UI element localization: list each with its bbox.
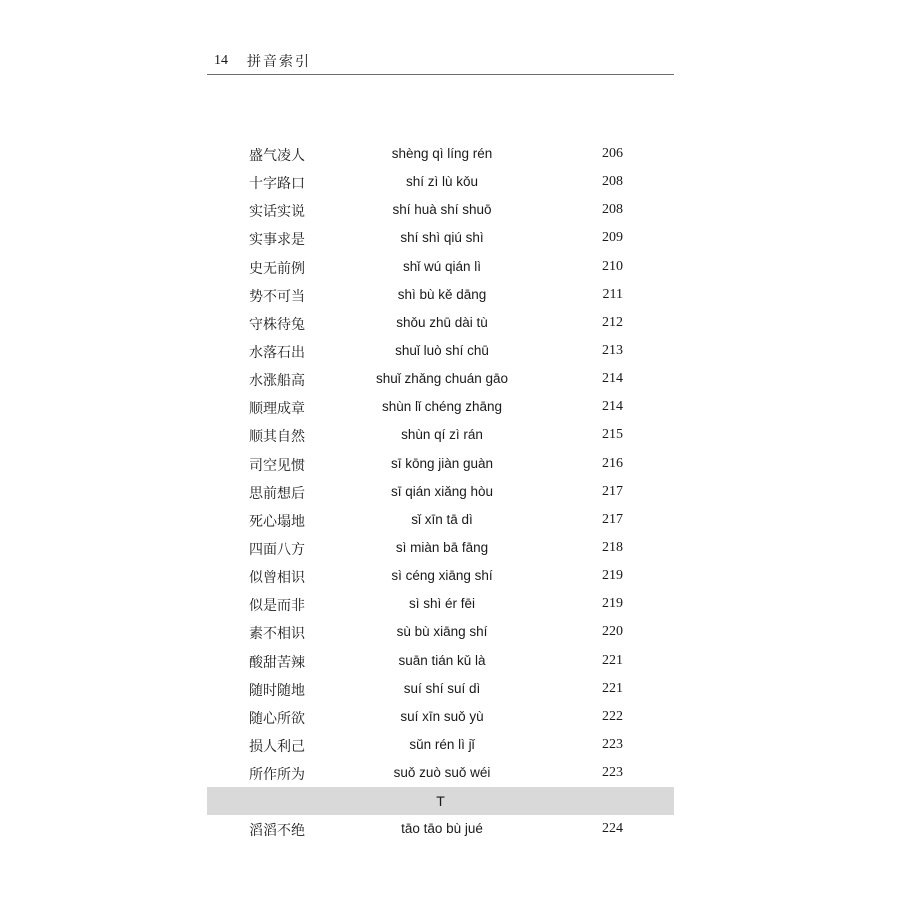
idiom-text: 十字路口 bbox=[249, 176, 305, 193]
index-entry-row bbox=[207, 815, 674, 843]
page-reference: 211 bbox=[602, 286, 623, 302]
pinyin-text: shí huà shí shuō bbox=[392, 202, 492, 218]
page-reference: 208 bbox=[602, 202, 623, 218]
index-entry-row bbox=[207, 478, 674, 506]
idiom-text: 实事求是 bbox=[249, 232, 305, 249]
pinyin-text: sī kōng jiàn guàn bbox=[390, 455, 494, 471]
pinyin-text: sù bù xiāng shí bbox=[396, 624, 488, 640]
index-entry-row bbox=[207, 731, 674, 759]
page-reference: 222 bbox=[602, 708, 623, 724]
index-entry-row bbox=[207, 281, 674, 309]
idiom-text: 似曾相识 bbox=[249, 570, 305, 587]
idiom-text: 司空见惯 bbox=[249, 457, 305, 474]
index-entry-row bbox=[207, 337, 674, 365]
idiom-text: 顺理成章 bbox=[249, 401, 305, 418]
page-reference: 219 bbox=[602, 568, 623, 584]
page-reference: 215 bbox=[602, 427, 623, 443]
idiom-text: 四面八方 bbox=[249, 541, 305, 558]
idiom-text: 水涨船高 bbox=[249, 373, 305, 390]
page-reference: 223 bbox=[602, 736, 623, 752]
idiom-text: 随时随地 bbox=[249, 682, 305, 699]
index-entry-row bbox=[207, 647, 674, 675]
index-entry-row bbox=[207, 224, 674, 252]
idiom-text: 所作所为 bbox=[249, 767, 305, 784]
page-reference: 213 bbox=[602, 342, 623, 358]
idiom-text: 实话实说 bbox=[249, 204, 305, 221]
section-title: 拼音索引 bbox=[247, 54, 311, 70]
page-reference: 220 bbox=[602, 624, 623, 640]
pinyin-text: suǒ zuò suǒ wéi bbox=[393, 765, 491, 781]
index-entry-row bbox=[207, 703, 674, 731]
page-reference: 210 bbox=[602, 258, 623, 274]
idiom-text: 势不可当 bbox=[249, 288, 305, 305]
index-entry-row bbox=[207, 253, 674, 281]
page-reference: 221 bbox=[602, 652, 623, 668]
index-entry-row bbox=[207, 534, 674, 562]
page-number: 14 bbox=[214, 53, 228, 68]
pinyin-text: sì shì ér fēi bbox=[408, 596, 476, 612]
index-entry-row bbox=[207, 196, 674, 224]
pinyin-text: shǒu zhū dài tù bbox=[396, 314, 488, 330]
pinyin-text: suān tián kǔ là bbox=[398, 652, 486, 668]
index-entry-row bbox=[207, 393, 674, 421]
page-header bbox=[207, 50, 674, 75]
index-entry-row bbox=[207, 365, 674, 393]
pinyin-text: suí shí suí dì bbox=[403, 680, 481, 696]
idiom-text: 思前想后 bbox=[249, 485, 305, 502]
idiom-text: 随心所欲 bbox=[249, 710, 305, 727]
page-reference: 209 bbox=[602, 230, 623, 246]
pinyin-index-list bbox=[207, 140, 674, 844]
page-reference: 223 bbox=[602, 765, 623, 781]
idiom-text: 顺其自然 bbox=[249, 429, 305, 446]
letter-label: T bbox=[436, 793, 445, 810]
pinyin-text: sì miàn bā fāng bbox=[395, 539, 489, 555]
index-entry-row bbox=[207, 421, 674, 449]
pinyin-text: sǔn rén lì jǐ bbox=[409, 736, 475, 752]
pinyin-text: suí xīn suǒ yù bbox=[400, 708, 484, 724]
index-entry-row bbox=[207, 618, 674, 646]
page-reference: 221 bbox=[602, 680, 623, 696]
page-reference: 224 bbox=[602, 821, 623, 837]
page-reference: 217 bbox=[602, 511, 623, 527]
idiom-text: 水落石出 bbox=[249, 344, 305, 361]
page-reference: 212 bbox=[602, 314, 623, 330]
index-entry-row bbox=[207, 140, 674, 168]
page-reference: 214 bbox=[602, 371, 623, 387]
idiom-text: 素不相识 bbox=[249, 626, 305, 643]
page-reference: 216 bbox=[602, 455, 623, 471]
page-reference: 218 bbox=[602, 539, 623, 555]
letter-divider-t bbox=[207, 787, 674, 815]
pinyin-text: shùn lǐ chéng zhāng bbox=[381, 399, 503, 415]
index-entry-row bbox=[207, 562, 674, 590]
page-reference: 208 bbox=[602, 174, 623, 190]
page-reference: 214 bbox=[602, 399, 623, 415]
pinyin-text: sī qián xiǎng hòu bbox=[390, 483, 494, 499]
pinyin-text: tāo tāo bù jué bbox=[401, 821, 483, 837]
pinyin-text: shì bù kě dāng bbox=[397, 286, 487, 302]
page-reference: 219 bbox=[602, 596, 623, 612]
index-entry-row bbox=[207, 168, 674, 196]
idiom-text: 酸甜苦辣 bbox=[249, 654, 305, 671]
pinyin-text: shǐ wú qián lì bbox=[402, 258, 482, 274]
idiom-text: 史无前例 bbox=[249, 260, 305, 277]
pinyin-text: shuǐ zhǎng chuán gāo bbox=[375, 371, 509, 387]
index-group-t bbox=[207, 815, 674, 843]
pinyin-text: shùn qí zì rán bbox=[401, 427, 483, 443]
idiom-text: 盛气凌人 bbox=[249, 148, 305, 164]
page-reference: 217 bbox=[602, 483, 623, 499]
pinyin-text: shèng qì líng rén bbox=[391, 146, 493, 161]
index-entry-row bbox=[207, 675, 674, 703]
idiom-text: 损人利己 bbox=[249, 738, 305, 755]
index-entry-row bbox=[207, 309, 674, 337]
index-entry-row bbox=[207, 450, 674, 478]
pinyin-text: sǐ xīn tā dì bbox=[411, 511, 473, 527]
index-group-s bbox=[207, 140, 674, 787]
pinyin-text: sì céng xiāng shí bbox=[391, 568, 493, 584]
pinyin-text: shí shì qiú shì bbox=[400, 230, 484, 246]
index-entry-row bbox=[207, 506, 674, 534]
pinyin-text: shí zì lù kǒu bbox=[405, 174, 479, 190]
index-entry-row bbox=[207, 590, 674, 618]
idiom-text: 滔滔不绝 bbox=[249, 823, 305, 840]
page-reference: 206 bbox=[602, 146, 623, 161]
pinyin-text: shuǐ luò shí chū bbox=[395, 342, 489, 358]
idiom-text: 死心塌地 bbox=[249, 513, 305, 530]
idiom-text: 守株待兔 bbox=[249, 316, 305, 333]
idiom-text: 似是而非 bbox=[249, 598, 305, 615]
index-entry-row bbox=[207, 759, 674, 787]
